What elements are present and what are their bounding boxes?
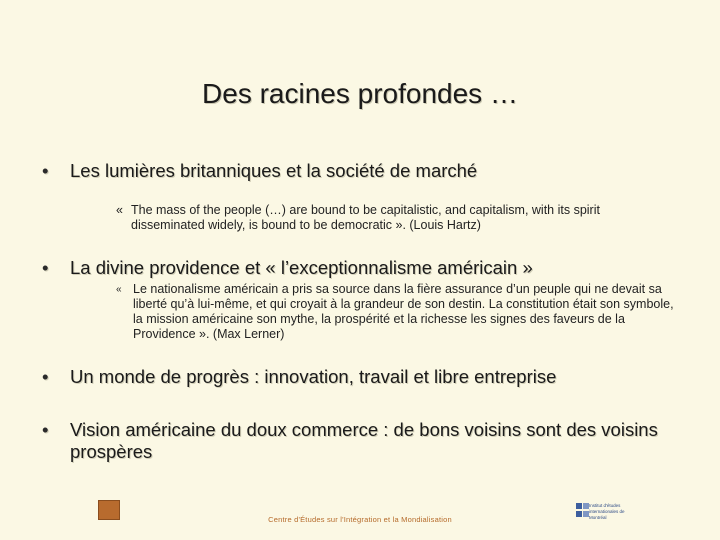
quote-open-mark: «	[116, 203, 123, 217]
bullet-item-1	[42, 160, 682, 182]
bullet-text: Les lumières britanniques et la société de marché	[70, 160, 478, 181]
quote-open-mark: «	[116, 284, 122, 295]
slide-title: Des racines profondes …	[202, 78, 518, 109]
bullet-item-3	[42, 366, 682, 388]
quote-text	[116, 282, 676, 342]
bullet-marker: •	[42, 419, 49, 440]
bullet-marker: •	[42, 366, 49, 387]
bullet-item-4	[42, 419, 662, 463]
logo-square-icon	[576, 503, 582, 509]
quote-hartz	[116, 203, 676, 233]
bullet-text: Un monde de progrès : innovation, travail et libre entreprise	[70, 366, 557, 387]
bullet-marker: •	[42, 257, 49, 278]
footer-text: Centre d'Études sur l'Intégration et la Mondialisation	[268, 515, 452, 524]
logo-caption: Institut d'études internationales de Montréal	[589, 503, 625, 520]
quote-text	[116, 203, 676, 233]
bullet-marker: •	[42, 160, 49, 181]
quote-lerner-text: Le nationalisme américain a pris sa source dans la fière assurance d’un peuple qui ne devait sa liberté qu’à lui-même, et qui croyait à la grandeur de son destin. La constitution était son symbole, la mission américaine son mythe, la prospérité et la richesse les signes des faveurs de la Providence ». (Max Lerner)	[133, 282, 674, 341]
quote-hartz-text: The mass of the people (…) are bound to be capitalistic, and capitalism, with its spirit disseminated widely, is bound to be democratic ». (Louis Hartz)	[131, 203, 600, 232]
quote-lerner	[116, 282, 676, 342]
bullet-text: La divine providence et « l’exceptionnalisme américain »	[70, 257, 533, 278]
bullet-item-2	[42, 257, 682, 279]
bullet-text: Vision américaine du doux commerce : de bons voisins sont des voisins prospères	[70, 419, 658, 462]
